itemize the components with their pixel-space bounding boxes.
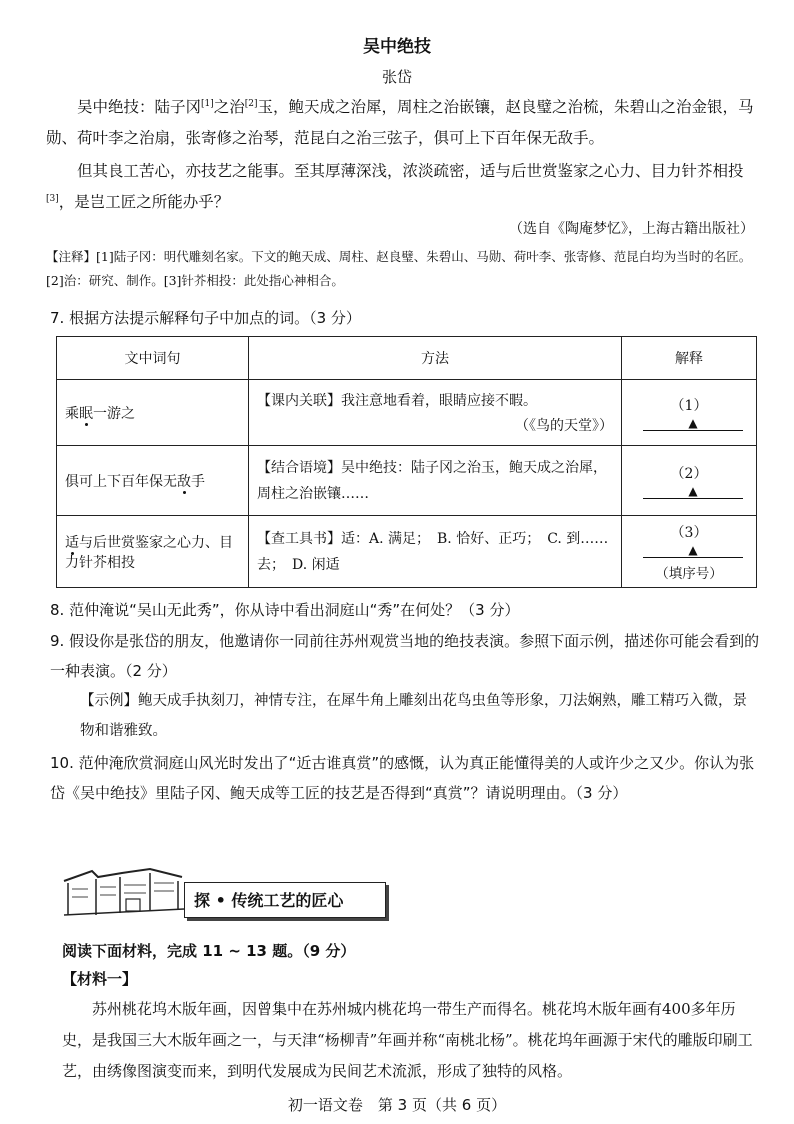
table-header: 方法 bbox=[249, 337, 622, 380]
phrase-cell: 俱可上下百年保无敌手 bbox=[57, 446, 249, 516]
page-footer: 初一语文卷 第 3 页（共 6 页） bbox=[287, 1096, 507, 1114]
table-header: 文中词句 bbox=[57, 337, 249, 380]
method-cell: 【课内关联】我注意地看着，眼睛应接不暇。 （《鸟的天堂》） bbox=[249, 380, 622, 446]
table-row bbox=[57, 380, 757, 446]
article-author: 张岱 bbox=[381, 68, 412, 86]
dotted-word: 适 bbox=[65, 534, 79, 551]
answer-cell: （3）▲ （填序号） bbox=[622, 516, 757, 588]
method-reference: （《鸟的天堂》） bbox=[515, 417, 613, 434]
footnote-ref-3: [3] bbox=[46, 193, 59, 204]
phrase-cell: 适与后世赏鉴家之心力、目力针芥相投 bbox=[57, 516, 249, 588]
question-8: 8. 范仲淹说“吴山无此秀”，你从诗中看出洞庭山“秀”在何处？（3 分） bbox=[50, 601, 520, 619]
dotted-word: 敌 bbox=[177, 473, 191, 490]
article-title: 吴中绝技 bbox=[363, 37, 431, 57]
question-9-example: 【示例】鲍天成手执刻刀，神情专注，在犀牛角上雕刻出花鸟虫鱼等形象，刀法娴熟，雕工精巧入微，景物和谐雅致。 bbox=[80, 693, 747, 739]
dotted-word: 眠 bbox=[79, 405, 93, 422]
question-10: 10. 范仲淹欣赏洞庭山风光时发出了“近古谁真赏”的感慨，认为真正能懂得美的人或许少之又少。你认为张岱《吴中绝技》里陆子冈、鲍天成等工匠的技艺是否得到“真赏”？请说明理由。（3 分） bbox=[50, 754, 755, 802]
building-illustration-icon bbox=[62, 865, 186, 921]
material-title: 【材料一】 bbox=[62, 970, 138, 988]
section-banner-title: 探 • 传统工艺的匠心 bbox=[194, 891, 344, 910]
vocab-table bbox=[56, 336, 757, 588]
answer-blank[interactable]: ▲ bbox=[643, 543, 743, 558]
method-cell: 【查工具书】适：A. 满足； B. 恰好、正巧； C. 到……去； D. 闲适 bbox=[249, 516, 622, 588]
article-notes: 【注释】[1]陆子冈：明代雕刻名家。下文的鲍天成、周柱、赵良璧、朱碧山、马勋、荷叶李、张寄修、范昆白均为当时的名匠。[2]治：研究、制作。[3]针芥相投：此处指心神相合。 bbox=[46, 249, 752, 288]
fill-note: （填序号） bbox=[655, 565, 723, 582]
question-7: 7. 根据方法提示解释句子中加点的词。（3 分） bbox=[50, 309, 361, 327]
answer-cell: （2）▲ bbox=[622, 446, 757, 516]
table-header: 解释 bbox=[622, 337, 757, 380]
article-source: （选自《陶庵梦忆》，上海古籍出版社） bbox=[509, 221, 754, 237]
material-text: 苏州桃花坞木版年画，因曾集中在苏州城内桃花坞一带生产而得名。桃花坞木版年画有400多年历史，是我国三大木版年画之一，与天津“杨柳青”年画并称“南桃北杨”。桃花坞年画源于宋代的雕版印刷工艺，由绣像图演变而来，到明代发展成为民间艺术流派，形成了独特的风格。 bbox=[62, 1000, 753, 1080]
table-row bbox=[57, 446, 757, 516]
reading-instruction: 阅读下面材料，完成 11 ~ 13 题。（9 分） bbox=[62, 942, 356, 960]
article-paragraph-2: 但其良工苦心，亦技艺之能事。至其厚薄深浅，浓淡疏密，适与后世赏鉴家之心力、目力针芥相投[3]，是岂工匠之所能办乎？ bbox=[46, 162, 744, 211]
answer-cell: （1）▲ bbox=[622, 380, 757, 446]
footnote-ref-1: [1] bbox=[201, 98, 214, 109]
answer-blank[interactable]: ▲ bbox=[643, 416, 743, 431]
method-cell: 【结合语境】吴中绝技：陆子冈之治玉，鲍天成之治犀，周柱之治嵌镶…… bbox=[249, 446, 622, 516]
phrase-cell: 乘眠一游之 bbox=[57, 380, 249, 446]
answer-blank[interactable]: ▲ bbox=[643, 484, 743, 499]
question-9: 9. 假设你是张岱的朋友，他邀请你一同前往苏州观赏当地的绝技表演。参照下面示例，描述你可能会看到的一种表演。（2 分） bbox=[50, 632, 760, 680]
article-paragraph-1: 吴中绝技：陆子冈[1]之治[2]玉，鲍天成之治犀，周柱之治嵌镶，赵良璧之治梳，朱碧山之治金银，马勋、荷叶李之治扇，张寄修之治琴，范昆白之治三弦子，俱可上下百年保无敌手。 bbox=[46, 98, 754, 147]
table-row bbox=[57, 516, 757, 588]
footnote-ref-2: [2] bbox=[244, 98, 258, 109]
table-header-row bbox=[57, 337, 757, 380]
